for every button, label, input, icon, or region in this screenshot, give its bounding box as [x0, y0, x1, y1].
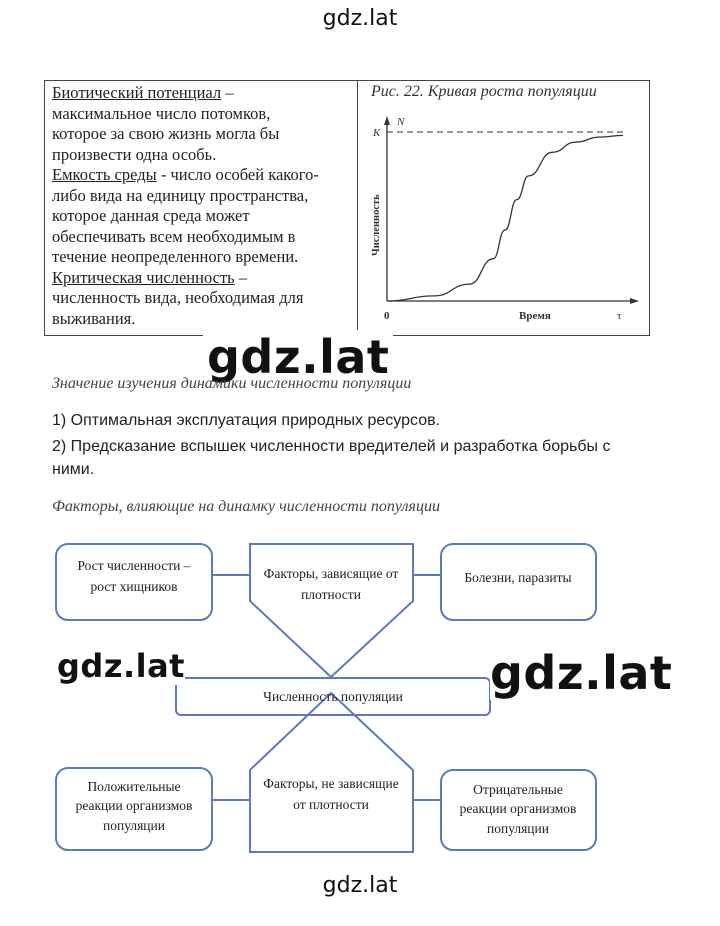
biotic-definition	[52, 83, 352, 104]
growth-curve-line	[387, 135, 623, 301]
capacity-line: обеспечивать всем необходимым в	[52, 226, 296, 246]
significance-title: Значение изучения динамики численности популяции	[52, 375, 412, 392]
top-right-text: Болезни, паразиты	[464, 570, 572, 585]
figure-caption: Рис. 22. Кривая роста популяции	[371, 83, 597, 100]
top-left-text-1: Рост численности –	[77, 558, 191, 573]
top-center-text-1: Факторы, зависящие от	[263, 566, 399, 581]
capacity-line: течение неопределенного времени.	[52, 247, 299, 266]
biotic-dash: –	[221, 83, 234, 102]
critical-term: Критическая численность	[52, 267, 235, 287]
bottom-right-text-1: Отрицательные	[473, 782, 563, 797]
critical-definition	[52, 268, 352, 289]
top-center-text-2: плотности	[301, 587, 361, 602]
bottom-right-text-2: реакции организмов	[459, 801, 577, 816]
biotic-line: максимальное число потомков,	[52, 103, 271, 123]
factors-title: Факторы, влияющие на динамку численности популяции	[52, 498, 440, 515]
definitions-table	[44, 80, 650, 336]
bottom-left-text-2: реакции организмов	[75, 798, 193, 813]
biotic-line: произвести одна особь.	[52, 144, 217, 164]
capacity-line: которое данная среда может	[52, 206, 250, 225]
biotic-term: Биотический потенциал	[52, 83, 222, 102]
significance-item-1: 1) Оптимальная эксплуатация природных ресурсов.	[52, 412, 441, 429]
capacity-definition	[52, 165, 352, 186]
watermark-middle: gdz.lat	[203, 330, 393, 384]
x-axis-arrow	[630, 298, 639, 304]
biotic-line: которое за свою жизнь могла бы	[52, 124, 280, 143]
x-axis-letter: τ	[617, 310, 622, 322]
box-density-dependent	[250, 544, 413, 677]
watermark-right: gdz.lat	[490, 646, 673, 700]
definitions-text	[52, 83, 352, 329]
population-growth-chart	[357, 103, 647, 335]
bottom-center-text-1: Факторы, не зависящие	[263, 776, 399, 791]
bottom-left-text-1: Положительные	[87, 779, 181, 794]
origin-label: 0	[384, 310, 390, 322]
top-left-text-2: рост хищников	[90, 579, 178, 594]
bottom-right-text-3: популяции	[487, 821, 549, 836]
critical-line: численность вида, необходимая для	[52, 288, 304, 307]
critical-line: выживания.	[52, 308, 136, 328]
watermark-top: gdz.lat	[322, 6, 398, 31]
capacity-term: Емкость среды	[52, 165, 157, 184]
box-density-independent	[250, 693, 413, 852]
y-axis-arrow	[384, 116, 390, 125]
critical-dash: –	[234, 267, 248, 287]
bottom-center-text-2: от плотности	[293, 797, 369, 812]
watermark-left: gdz.lat	[57, 647, 185, 685]
significance-item-2: 2) Предсказание вспышек численности вредителей и разработка борьбы с	[52, 438, 611, 455]
y-axis-letter: N	[397, 116, 405, 128]
capacity-line: либо вида на единицу пространства,	[52, 185, 309, 205]
middle-text: Численность популяции	[263, 689, 403, 704]
significance-item-2-cont: ними.	[52, 461, 95, 478]
x-axis-label: Время	[519, 310, 551, 322]
capacity-rest: - число особей какого-	[156, 165, 319, 184]
k-label: K	[373, 127, 381, 139]
bottom-left-text-3: популяции	[103, 818, 165, 833]
y-axis-label: Численность	[371, 194, 382, 256]
watermark-bottom: gdz.lat	[322, 873, 398, 898]
